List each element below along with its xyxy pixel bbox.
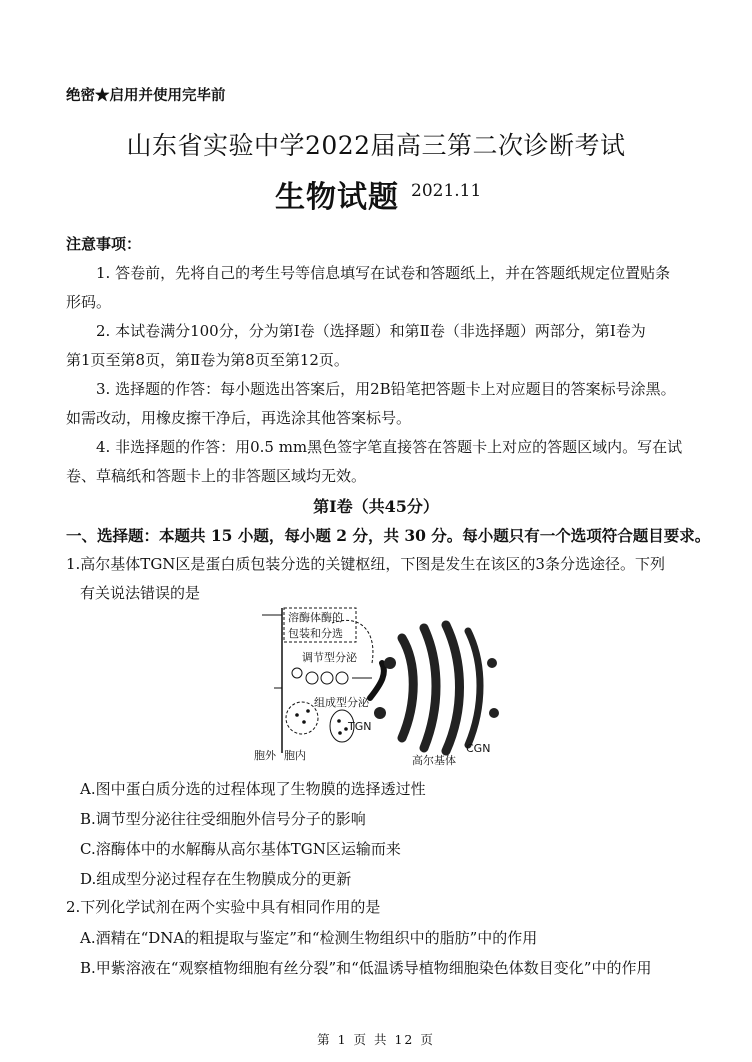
label-lysosome: 溶酶体酶的	[288, 611, 343, 624]
q2-option-a: A.酒精在“DNA的粗提取与鉴定”和“检测生物组织中的脂肪”中的作用	[80, 929, 538, 947]
q2-option-b: B.甲紫溶液在“观察植物细胞有丝分裂”和“低温诱导植物细胞染色体数目变化”中的作用	[80, 959, 652, 977]
notes-heading: 注意事项：	[66, 235, 142, 253]
label-regulated: 调节型分泌	[302, 651, 357, 664]
q1-option-b: B.调节型分泌往往受细胞外信号分子的影响	[80, 810, 366, 828]
section-instruction: 一、选择题：本题共 15 小题，每小题 2 分，共 30 分。每小题只有一个选项符合题目要求。	[66, 526, 711, 545]
q1-option-a: A.图中蛋白质分选的过程体现了生物膜的选择透过性	[80, 780, 426, 798]
q1-option-c: C.溶酶体中的水解酶从高尔基体TGN区运输而来	[80, 840, 401, 858]
exam-title: 山东省实验中学2022届高三第二次诊断考试	[126, 131, 626, 160]
question-2-stem: 2.下列化学试剂在两个实验中具有相同作用的是	[66, 898, 381, 916]
note-line: 卷、草稿纸和答题卡上的非答题区域均无效。	[66, 467, 367, 485]
label-inside: 胞内	[284, 749, 306, 762]
page-footer: 第 1 页 共 12 页	[317, 1032, 435, 1047]
label-constitutive: 组成型分泌	[314, 696, 369, 709]
question-1-stem-cont: 有关说法错误的是	[80, 584, 201, 602]
label-outside: 胞外	[254, 749, 276, 762]
note-line: 如需改动，用橡皮擦干净后，再选涂其他答案标号。	[66, 409, 412, 427]
q1-option-d: D.组成型分泌过程存在生物膜成分的更新	[80, 870, 352, 888]
note-line: 形码。	[66, 293, 112, 311]
subject-title: 生物试题	[275, 180, 399, 215]
question-1-stem: 1.高尔基体TGN区是蛋白质包装分选的关键枢纽，下图是发生在该区的3条分选途径。下列	[66, 555, 665, 573]
label-cgn: CGN	[466, 742, 491, 755]
note-line: 3. 选择题的作答：每小题选出答案后，用2B铅笔把答题卡上对应题目的答案标号涂黑。	[96, 380, 676, 398]
part-one-heading: 第Ⅰ卷（共45分）	[313, 497, 439, 516]
confidential-mark: 绝密★启用并使用完毕前	[66, 87, 226, 104]
label-lysosome-2: 包装和分选	[288, 627, 343, 640]
note-line: 1. 答卷前，先将自己的考生号等信息填写在试卷和答题纸上，并在答题纸规定位置贴条	[96, 264, 671, 282]
note-line: 2. 本试卷满分100分，分为第Ⅰ卷（选择题）和第Ⅱ卷（非选择题）两部分，第Ⅰ卷为	[96, 322, 646, 340]
label-tgn: TGN	[348, 720, 372, 733]
golgi-sorting-figure	[252, 603, 502, 768]
label-golgi: 高尔基体	[412, 754, 456, 767]
note-line: 第1页至第8页，第Ⅱ卷为第8页至第12页。	[66, 351, 349, 369]
note-line: 4. 非选择题的作答：用0.5 mm黑色签字笔直接答在答题卡上对应的答题区域内。写在试	[96, 438, 683, 456]
exam-date: 2021.11	[411, 181, 482, 201]
